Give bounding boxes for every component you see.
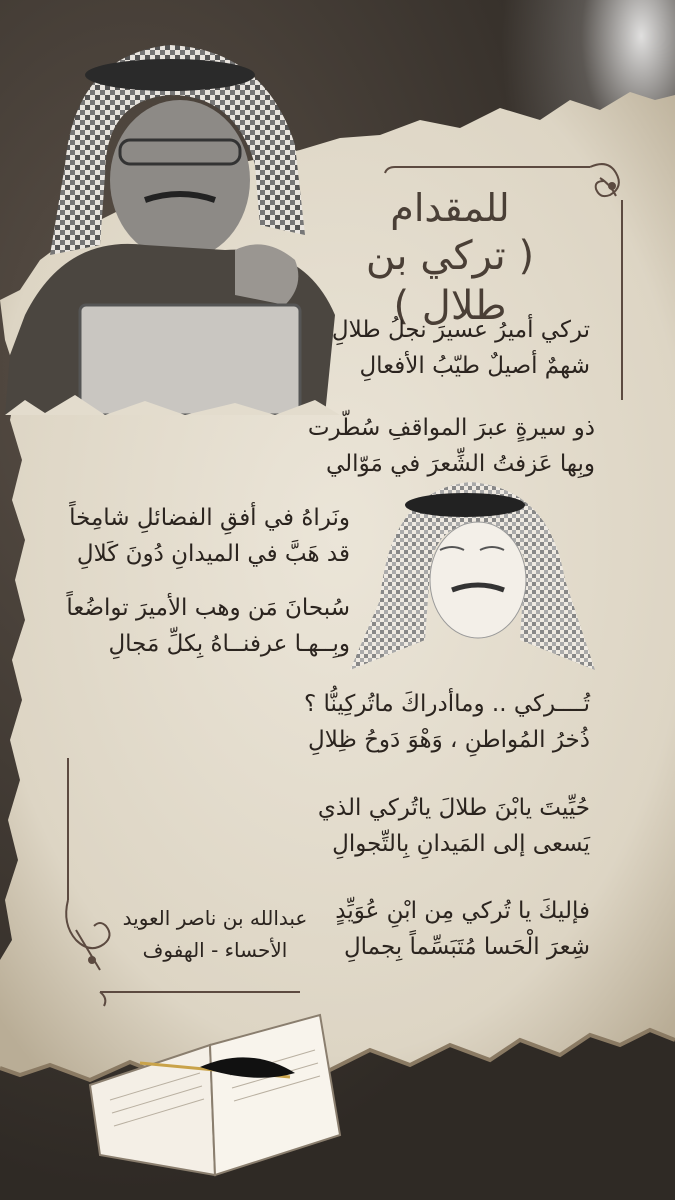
verse-line: تركي أميرُ عسيرَ نجلُ طلالِ [331,317,590,343]
signature-place: الأحساء - الهفوف [142,938,288,962]
open-book-with-feather-icon [80,985,350,1185]
verse-line: وبِها عَزفتُ الشِّعرَ في مَوّالي [326,451,595,477]
signature-name: عبدالله بن ناصر العويد [122,906,308,930]
verse-line: وبِــهـا عرفنــاهُ بِكلِّ مَجالِ [108,631,350,657]
verse-line: شِعرَ الْحَسا مُتَبَسِّماً بِجمالِ [343,934,590,960]
verse-1 [332,312,590,384]
verse-3 [69,500,350,572]
verse-5 [304,686,590,758]
verse-line: ونَراهُ في أفقِ الفضائلِ شامِخاً [69,505,350,531]
verse-6 [318,790,590,862]
portrait-photo [5,15,340,415]
poem-title [320,185,580,331]
verse-line: قد هَبَّ في الميدانِ دُونَ كَلالِ [76,541,350,567]
verse-line: ذُخرُ المُواطنِ ، وَهْوَ دَوحُ ظِلالِ [308,727,590,753]
verse-line: تُــــركي .. وماأدراكَ ماتُركِينُّا ؟ [303,691,590,717]
verse-line: سُبحانَ مَن وهب الأميرَ تواضُعاً [66,595,350,621]
portrait-sketch [340,470,605,680]
title-line-1: للمقدام [390,186,510,230]
verse-line: حُيِّيتَ يابْنَ طلالَ ياتُركي الذي [317,795,590,821]
verse-4 [66,590,350,662]
verse-line: ذو سيرةٍ عبرَ المواقفِ سُطّرت [307,415,595,441]
verse-7 [335,893,590,965]
verse-line: شهمٌ أصيلٌ طيّبُ الأفعالِ [359,353,590,379]
verse-line: فإليكَ يا تُركي مِن ابْنِ عُوَيِّدٍ [335,898,590,924]
verse-line: يَسعى إلى المَيدانِ بِالتِّجوالِ [332,831,590,857]
title-line-2: ( تركي بن طلال ) [365,233,535,329]
signature [95,902,335,966]
